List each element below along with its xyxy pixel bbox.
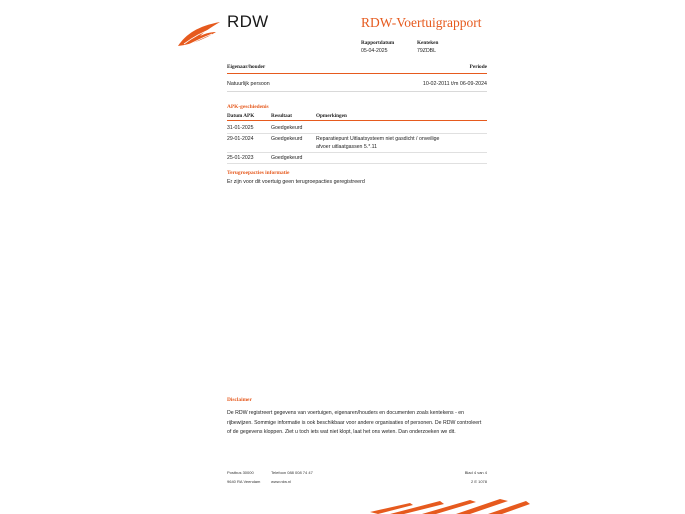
footer-city: 9640 RA Veendam: [227, 479, 261, 484]
apk-table: [227, 112, 487, 164]
apk-table-header: [227, 112, 487, 120]
footer-contact: [271, 468, 313, 486]
footer-code: 2 E 1078: [470, 479, 487, 484]
footer-phone: Telefoon 088 008 74 47: [271, 470, 313, 475]
report-date-value: 05-04-2025: [361, 48, 388, 54]
apk-date: 29-01-2024: [227, 136, 254, 142]
apk-col-date: Datum APK: [227, 113, 255, 119]
report-date-block: [361, 39, 394, 55]
plate-block: [417, 39, 438, 55]
owner-row-divider: [227, 91, 487, 92]
recalls-text: Er zijn voor dit voertuig geen terugroepacties geregistreerd: [227, 179, 365, 185]
apk-result: Goedgekeurd: [271, 125, 303, 131]
footer-page-info: [427, 468, 487, 486]
footer-address: [227, 468, 260, 486]
apk-section-title: APK-geschiedenis: [227, 104, 269, 110]
report-title: RDW-Voertuigrapport: [361, 15, 482, 30]
apk-result: Goedgekeurd: [271, 155, 303, 161]
table-row: [227, 153, 487, 164]
apk-header-divider: [227, 120, 487, 121]
apk-date: 25-01-2023: [227, 155, 254, 161]
apk-date: 31-01-2025: [227, 125, 254, 131]
owner-value: Natuurlijk persoon: [227, 81, 270, 87]
decorative-stripes-icon: [370, 499, 530, 514]
recalls-section-title: Terugroepacties informatie: [227, 170, 290, 176]
owner-column-header: Eigenaar/houder: [227, 64, 266, 70]
plate-value: 79ZDBL: [417, 48, 437, 54]
period-column-header: Periode: [469, 64, 487, 70]
owner-header-divider: [227, 73, 487, 74]
apk-remarks: Reparatiepunt Uitlaatsysteem niet gasdicht / onveilige afvoer uitlaatgassen 5.*.11: [316, 136, 440, 150]
period-value: 10-02-2011 t/m 06-09-2024: [422, 81, 487, 87]
table-row: [227, 134, 487, 153]
footer-postbus: Postbus 30000: [227, 470, 254, 475]
apk-remarks: [316, 154, 487, 162]
apk-result: Goedgekeurd: [271, 136, 303, 142]
apk-remarks: [316, 124, 487, 132]
report-date-label: Rapportdatum: [361, 40, 395, 46]
rdw-logo-icon: [176, 20, 222, 48]
plate-label: Kenteken: [417, 40, 439, 46]
apk-col-remarks: Opmerkingen: [316, 113, 347, 119]
footer-website: www.rdw.nl: [271, 479, 292, 484]
table-row: [227, 123, 487, 134]
owner-header-row: [227, 64, 487, 70]
brand-name: RDW: [227, 12, 269, 31]
disclaimer-text: De RDW registreert gegevens van voertuigen, eigenaren/houders en documenten zoals kentekens - en rijbewijzen. Sommige informatie is ook beschikbaar voor andere organisaties of personen. De RDW controleert of de gegevens kloppen. Ziet u toch iets wat niet klopt, laat het ons weten. Dan onderzoeken we dit.: [227, 410, 482, 436]
footer-page-number: Blad 4 van 4: [464, 470, 487, 475]
apk-col-result: Resultaat: [271, 113, 293, 119]
disclaimer-title: Disclaimer: [227, 397, 252, 403]
